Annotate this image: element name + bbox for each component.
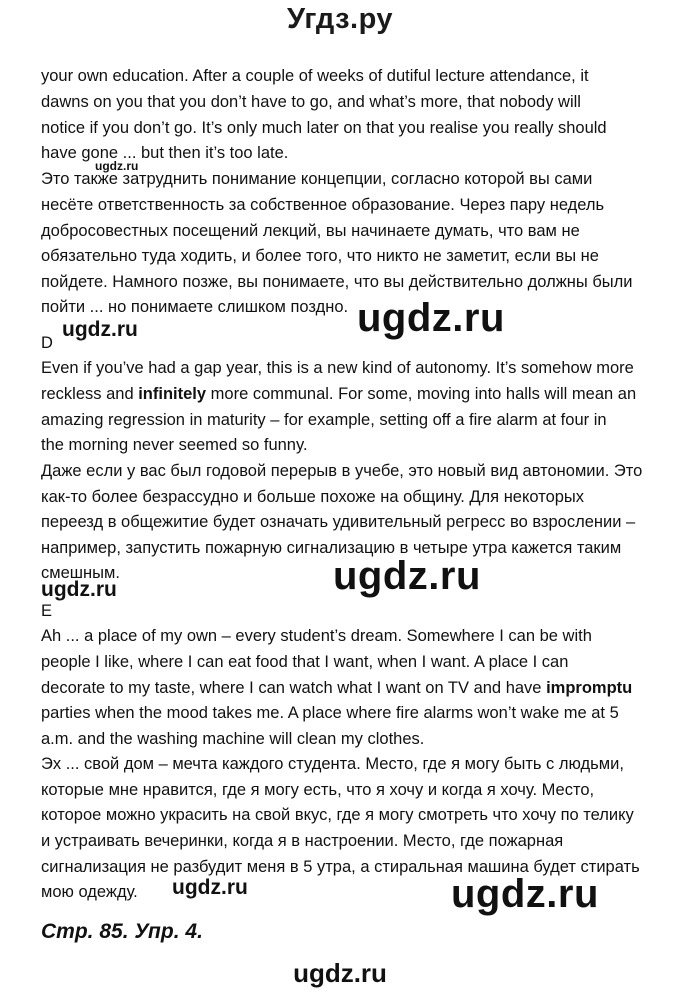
text-line: смешным. [41, 564, 120, 582]
watermark: ugdz.ru [95, 159, 139, 173]
watermark: ugdz.ru [62, 318, 138, 341]
bold-word: infinitely [138, 385, 207, 403]
section-letter-d: D [41, 334, 53, 352]
text-line: добросовестных посещений лекций, вы начинаете думать, что вам не [41, 222, 580, 240]
watermark: ugdz.ru [451, 872, 599, 916]
text-line: dawns on you that you don’t have to go, and what’s more, that nobody will [41, 93, 581, 111]
text-line: Эх ... свой дом – мечта каждого студента. Место, где я могу быть с людьми, [41, 755, 624, 773]
section-letter-e: E [41, 602, 53, 620]
text-line: которые мне нравится, где я могу есть, что я хочу и когда я хочу. Место, [41, 781, 595, 799]
text-line [41, 678, 632, 698]
text-line: например, запустить пожарную сигнализацию в четыре утра кажется таким [41, 539, 622, 557]
text-line: have gone ... but then it’s too late. [41, 144, 289, 162]
text-line: Ah ... a place of my own – every student’s dream. Somewhere I can be with [41, 627, 592, 645]
footer-site: ugdz.ru [293, 958, 387, 988]
text-line: amazing regression in maturity – for example, setting off a fire alarm at four in [41, 411, 607, 429]
text-line: которое можно украсить на свой вкус, где я могу смотреть что хочу по телику [41, 806, 634, 824]
text-line: Even if you’ve had a gap year, this is a new kind of autonomy. It’s somehow more [41, 359, 634, 377]
watermark: ugdz.ru [41, 578, 117, 601]
watermark: ugdz.ru [172, 876, 248, 899]
text-line: как-то более безрассудно и больше похоже на общину. Для некоторых [41, 488, 585, 506]
text-segment: more communal. For some, moving into halls will mean an [206, 385, 637, 403]
text-line: Даже если у вас был годовой перерыв в учебе, это новый вид автономии. Это [41, 462, 643, 480]
text-line: parties when the mood takes me. A place where fire alarms won’t wake me at 5 [41, 704, 619, 722]
text-line: notice if you don’t go. It’s only much later on that you realise you really should [41, 119, 607, 137]
watermark: ugdz.ru [357, 296, 505, 340]
text-line: мою одежду. [41, 883, 138, 901]
text-segment: decorate to my taste, where I can watch what I want on TV and have [41, 679, 547, 697]
text-segment: reckless and [41, 385, 139, 403]
text-line: пойдете. Намного позже, вы понимаете, что вы действительно должны были [41, 273, 633, 291]
text-line: переезд в общежитие будет означать удивительный регресс во взрослении – [41, 513, 636, 531]
text-line [41, 384, 636, 404]
exercise-title: Стр. 85. Упр. 4. [41, 920, 203, 943]
text-line: пойти ... но понимаете слишком поздно. [41, 298, 349, 316]
text-line: Это также затруднить понимание концепции, согласно которой вы сами [41, 170, 593, 188]
bold-word: impromptu [546, 679, 633, 697]
site-header-title: Угдз.ру [286, 3, 394, 35]
text-line: обязательно туда ходить, и более того, что никто не заметит, если вы не [41, 247, 599, 265]
text-line: a.m. and the washing machine will clean my clothes. [41, 730, 425, 748]
watermark: ugdz.ru [333, 554, 481, 598]
text-line: и устраивать вечеринки, когда я в настроении. Место, где пожарная [41, 832, 564, 850]
text-line: сигнализация не разбудит меня в 5 утра, а стиральная машина будет стирать [41, 858, 640, 876]
text-line: people I like, where I can eat food that I want, when I want. A place I can [41, 653, 569, 671]
text-line: the morning never seemed so funny. [41, 436, 308, 454]
text-line: несёте ответственность за собственное образование. Через пару недель [41, 196, 605, 214]
text-line: your own education. After a couple of weeks of dutiful lecture attendance, it [41, 67, 589, 85]
